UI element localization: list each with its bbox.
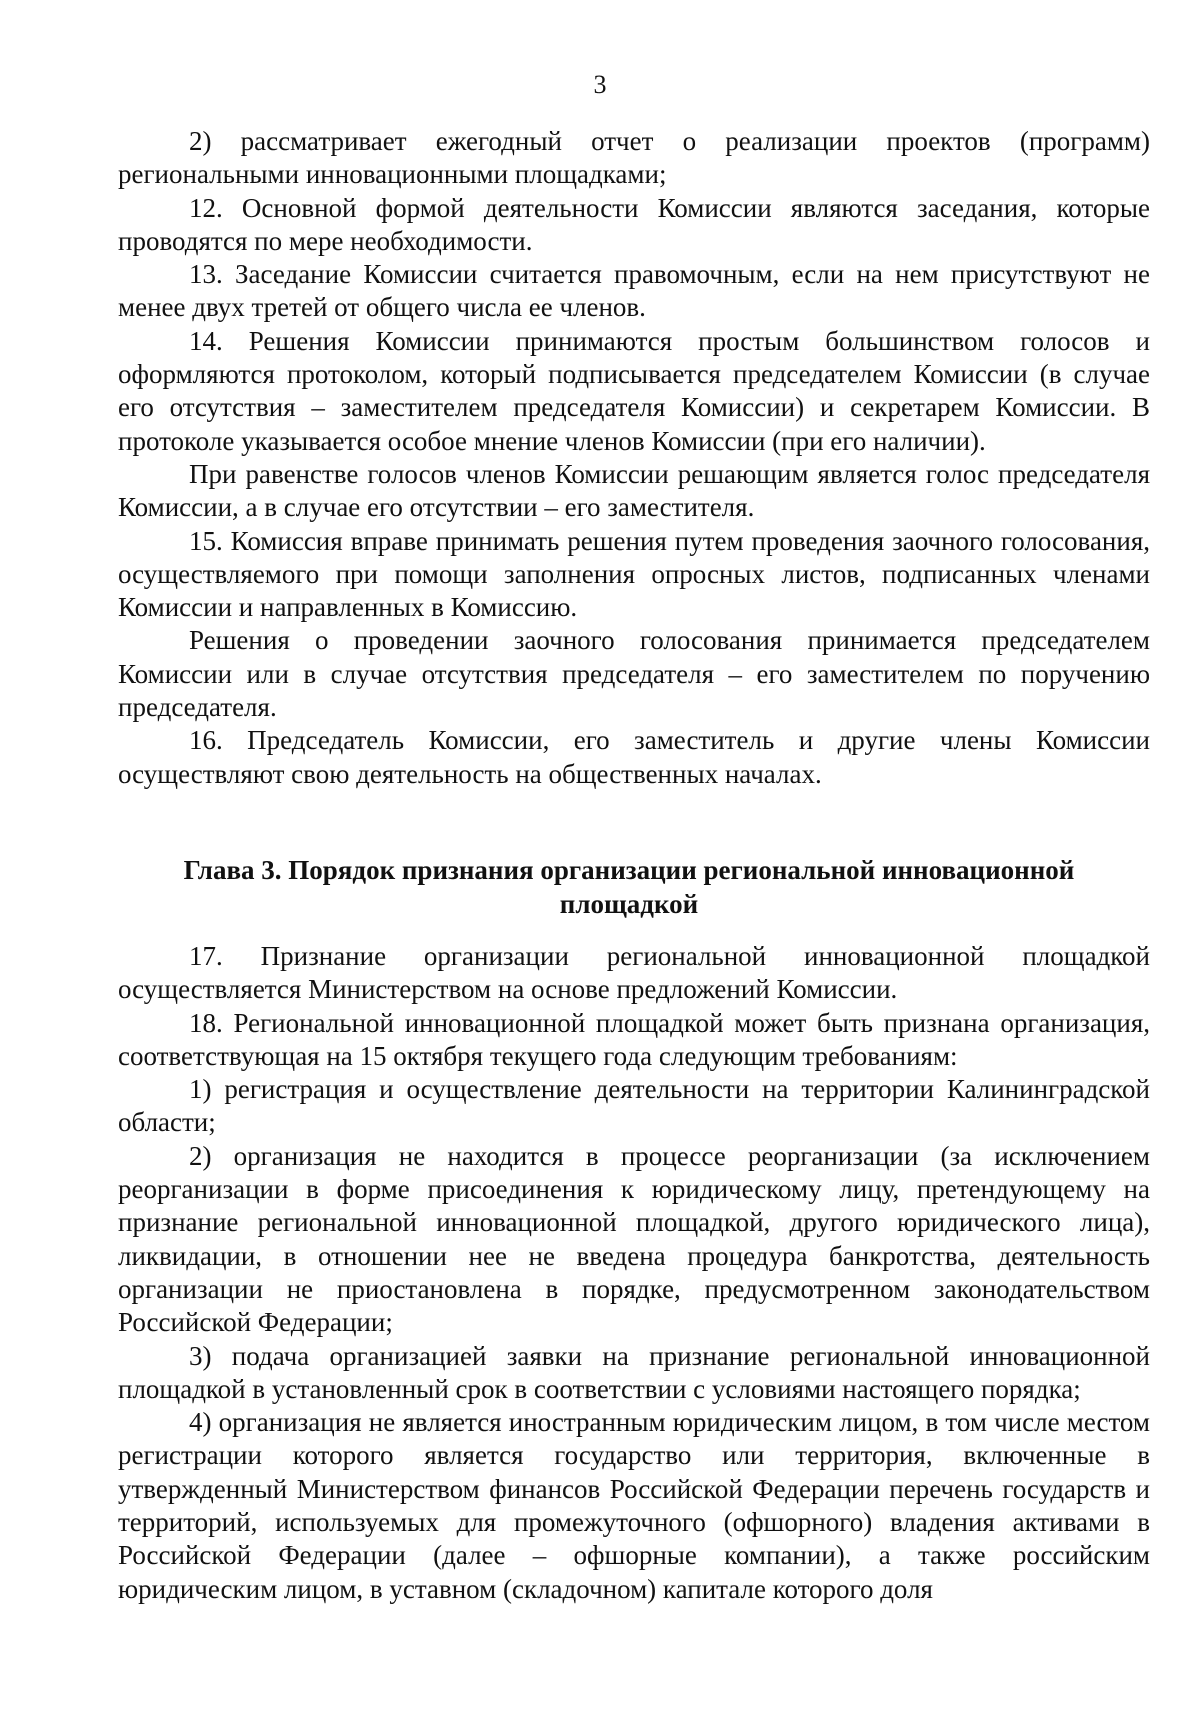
paragraph-clause-12: 12. Основной формой деятельности Комиссии являются заседания, которые проводятся по мере необходимости. bbox=[118, 192, 1150, 256]
page-number: 3 bbox=[593, 70, 607, 99]
paragraph-clause-16: 16. Председатель Комиссии, его заместитель и другие члены Комиссии осуществляют свою деятельность на общественных началах. bbox=[118, 725, 1150, 789]
paragraph-clause-18: 18. Региональной инновационной площадкой может быть признана организация, соответствующая на 15 октября текущего года следующим требованиям: bbox=[118, 1007, 1150, 1071]
paragraph-tie-vote: При равенстве голосов членов Комиссии решающим является голос председателя Комиссии, а в случае его отсутствии – его заместителя. bbox=[118, 458, 1150, 523]
paragraph-requirement-1: 1) регистрация и осуществление деятельности на территории Калининградской области; bbox=[118, 1074, 1150, 1138]
chapter-heading: Глава 3. Порядок признания организации региональной инновационной площадкой bbox=[183, 855, 1075, 919]
paragraph-clause-13: 13. Заседание Комиссии считается правомочным, если на нем присутствуют не менее двух третей от общего числа ее членов. bbox=[118, 259, 1150, 323]
text-block-bottom bbox=[118, 940, 1150, 1606]
paragraph-clause-15: 15. Комиссия вправе принимать решения путем проведения заочного голосования, осуществляемого при помощи заполнения опросных листов, подписанных членами Комиссии и направленных в Комиссию. bbox=[118, 525, 1150, 623]
paragraph-requirement-3: 3) подача организацией заявки на признание региональной инновационной площадкой в установленный срок в соответствии с условиями настоящего порядка; bbox=[118, 1340, 1150, 1404]
paragraph-item-2: 2) рассматривает ежегодный отчет о реализации проектов (программ) региональными инновационными площадками; bbox=[118, 126, 1150, 190]
paragraph-absentee-vote: Решения о проведении заочного голосования принимается председателем Комиссии или в случае отсутствия председателя – его заместителем по поручению председателя. bbox=[118, 625, 1150, 723]
paragraph-requirement-4: 4) организация не является иностранным юридическим лицом, в том числе местом регистрации которого является государство или территория, включенные в утвержденный Министерством финансов Российской Федерации перечень государств и территорий, используемых для промежуточного (офшорного) владения активами в Российской Федерации (далее – офшорные компании), а также российским юридическим лицом, в уставном (складочном) капитале которого доля bbox=[118, 1407, 1150, 1604]
paragraph-clause-14: 14. Решения Комиссии принимаются простым большинством голосов и оформляются протоколом, который подписывается председателем Комиссии (в случае его отсутствия – заместителем председателя Комиссии) и секретарем Комиссии. В протоколе указывается особое мнение членов Комиссии (при его наличии). bbox=[118, 325, 1150, 456]
text-block-top bbox=[118, 125, 1150, 791]
paragraph-requirement-2: 2) организация не находится в процессе реорганизации (за исключением реорганизации в форме присоединения к юридическому лицу, претендующему на признание региональной инновационной площадкой, другого юридического лица), ликвидации, в отношении нее не введена процедура банкротства, деятельность организации не приостановлена в порядке, предусмотренном законодательством Российской Федерации; bbox=[118, 1140, 1150, 1338]
paragraph-clause-17: 17. Признание организации региональной инновационной площадкой осуществляется Министерством на основе предложений Комиссии. bbox=[118, 941, 1150, 1005]
